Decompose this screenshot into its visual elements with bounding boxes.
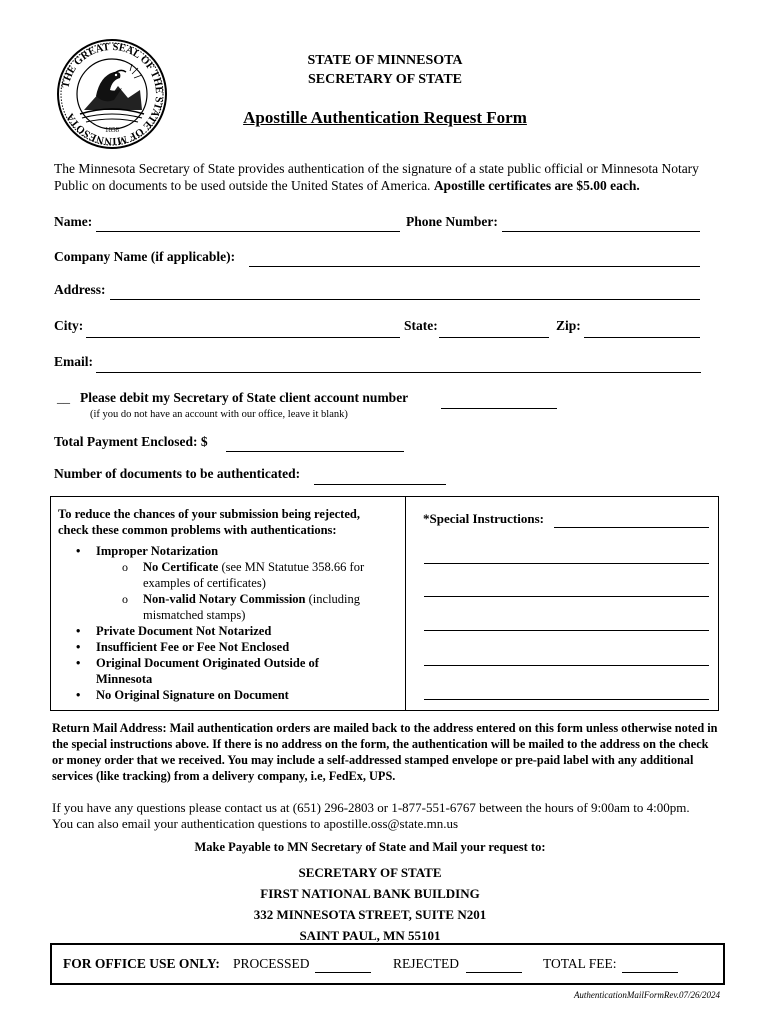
email-label: Email: <box>54 354 93 369</box>
header-secretary: SECRETARY OF STATE <box>307 72 463 87</box>
list-item <box>75 543 375 623</box>
city-field[interactable] <box>86 337 400 338</box>
total-fee-field[interactable] <box>622 972 678 973</box>
tip-private-document: Private Document Not Notarized <box>96 624 272 638</box>
tips-heading <box>58 506 398 538</box>
tips-and-instructions-box <box>50 496 719 711</box>
tips-heading-line1: To reduce the chances of your submission being rejected, <box>58 507 360 521</box>
mail-address-line2: FIRST NATIONAL BANK BUILDING <box>260 886 480 901</box>
total-fee-label: TOTAL FEE: <box>543 956 617 971</box>
address-label: Address: <box>54 282 106 297</box>
debit-label: Please debit my Secretary of State client account number <box>80 390 409 405</box>
address-field[interactable] <box>110 299 700 300</box>
seal-inner-text: 1858 <box>105 126 119 134</box>
list-item <box>122 591 375 623</box>
header-state: STATE OF MINNESOTA <box>307 53 463 68</box>
tip-outside-minnesota: Original Document Originated Outside of Minnesota <box>96 656 319 686</box>
intro-text: The Minnesota Secretary of State provides authentication of the signature of a state public official or Minnesota Notary Public on documents to be used outside the United States of America. <box>54 161 699 193</box>
state-label: State: <box>404 318 438 333</box>
documents-field[interactable] <box>314 484 446 485</box>
tip-insufficient-fee: Insufficient Fee or Fee Not Enclosed <box>96 640 290 654</box>
revision-footer: AuthenticationMailFormRev.07/26/2024 <box>573 990 720 1000</box>
office-use-label: FOR OFFICE USE ONLY: <box>63 956 220 971</box>
list-item <box>75 687 375 703</box>
special-instructions-line[interactable] <box>554 527 709 528</box>
tip-no-certificate-detail: (see MN Statutue 358.66 for examples of certificates) <box>143 560 365 590</box>
debit-checkbox[interactable]: __ <box>57 390 70 405</box>
list-item <box>122 559 375 591</box>
tip-invalid-commission-detail: (including mismatched stamps) <box>143 592 361 622</box>
documents-label: Number of documents to be authenticated: <box>54 466 301 481</box>
processed-field[interactable] <box>315 972 371 973</box>
special-instructions-line[interactable] <box>424 665 709 666</box>
phone-label: Phone Number: <box>406 214 498 229</box>
payment-label: Total Payment Enclosed: $ <box>54 434 208 449</box>
mail-address-line3: 332 MINNESOTA STREET, SUITE N201 <box>253 907 487 922</box>
list-item <box>75 623 375 639</box>
zip-field[interactable] <box>584 337 700 338</box>
intro-fee: Apostille certificates are $5.00 each. <box>433 178 640 193</box>
mail-address-line4: SAINT PAUL, MN 55101 <box>299 928 441 943</box>
company-label: Company Name (if applicable): <box>54 249 236 264</box>
state-field[interactable] <box>439 337 549 338</box>
list-item <box>75 655 336 687</box>
account-number-field[interactable] <box>441 408 557 409</box>
name-field[interactable] <box>96 231 400 232</box>
processed-label: PROCESSED <box>233 956 310 971</box>
payment-field[interactable] <box>226 451 404 452</box>
rejected-label: REJECTED <box>393 956 459 971</box>
tip-no-certificate: No Certificate <box>143 560 219 574</box>
phone-field[interactable] <box>502 231 700 232</box>
tip-invalid-commission: Non-valid Notary Commission <box>143 592 306 606</box>
tips-heading-line2: check these common problems with authentications: <box>58 523 337 537</box>
contact-paragraph <box>52 800 732 832</box>
box-divider <box>405 497 406 710</box>
list-item <box>75 639 375 655</box>
special-instructions-line[interactable] <box>424 630 709 631</box>
office-use-box <box>50 943 725 985</box>
contact-email-line: You can also email your authentication questions to apostille.oss@state.mn.us <box>52 816 459 831</box>
intro-paragraph <box>54 160 714 194</box>
special-instructions-line[interactable] <box>424 596 709 597</box>
form-title: Apostille Authentication Request Form <box>243 108 527 127</box>
tip-improper-notarization: Improper Notarization <box>96 544 219 558</box>
special-instructions-line[interactable] <box>424 699 709 700</box>
special-instructions-label: *Special Instructions: <box>423 511 544 526</box>
contact-phone-line: If you have any questions please contact us at (651) 296-2803 or 1-877-551-6767 between the hours of 9:00am to 4:00pm. <box>52 800 690 815</box>
state-seal-logo <box>56 38 168 150</box>
debit-note: (if you do not have an account with our office, leave it blank) <box>90 409 348 420</box>
city-label: City: <box>54 318 84 333</box>
name-label: Name: <box>54 214 93 229</box>
company-field[interactable] <box>249 266 700 267</box>
mail-to-heading: Make Payable to MN Secretary of State and Mail your request to: <box>194 840 546 854</box>
special-instructions-line[interactable] <box>424 563 709 564</box>
rejected-field[interactable] <box>466 972 522 973</box>
zip-label: Zip: <box>556 318 581 333</box>
seal-outer-text: THE GREAT SEAL OF THE STATE OF MINNESOTA <box>60 41 165 147</box>
common-problems-list <box>75 543 375 703</box>
tip-no-signature: No Original Signature on Document <box>96 688 289 702</box>
mail-address-line1: SECRETARY OF STATE <box>298 865 442 880</box>
email-field[interactable] <box>96 372 701 373</box>
return-mail-paragraph: Return Mail Address: Mail authentication orders are mailed back to the address entered on this form unless otherwise noted in the special instructions above. If there is no address on the form, the authentication will be mailed to the address on the check or money order that we received. You may include a self-addressed stamped envelope or pre-paid label with any additional services (like tracking) from a delivery company, i.e, FedEx, UPS. <box>52 721 718 783</box>
mailing-address <box>185 862 555 946</box>
